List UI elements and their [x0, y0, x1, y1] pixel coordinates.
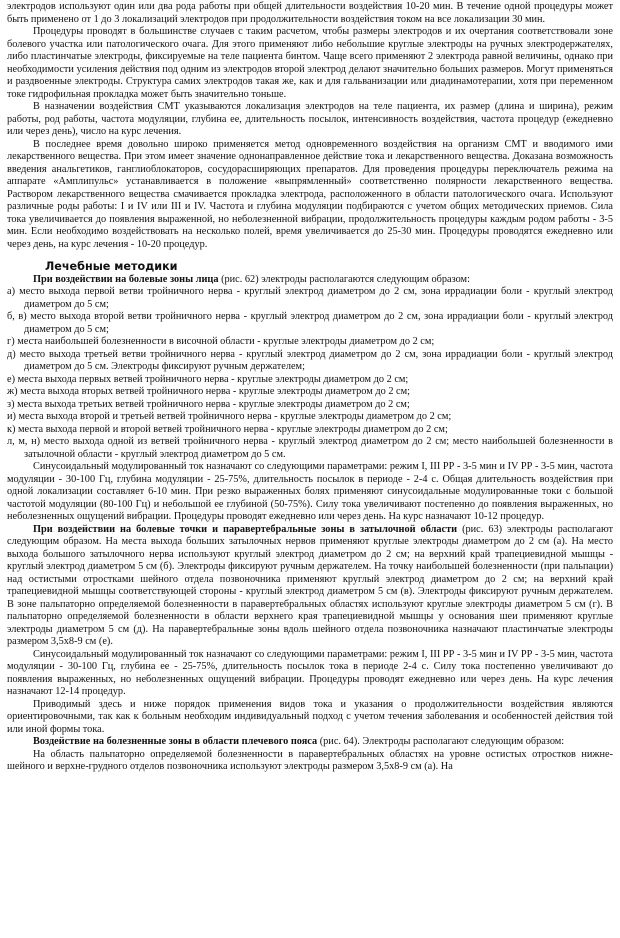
list-item-text: места выхода третьих ветвей тройничного нерва - круглые электроды диаметром до 2 см; — [17, 398, 410, 410]
list-item-text: места выхода первой и второй ветвей тройничного нерва - круглые электроды диаметром до 2 см; — [18, 423, 448, 435]
list-item — [7, 286, 613, 311]
paragraph-occipital-parameters: Синусоидальный модулированный ток назначают со следующими параметрами: режим I, III РР - 3-5 мин и IV РР - 3-5 мин, частота модуляции - 30-100 Гц, глубина ее - 25-75%, длительность посылок тока в периоде 2-4 с. Силу тока постепенно увеличивают до появления выраженных, но неболезненных ощущений вибрации. Процедуры проводят ежедневно или через день. На курс лечения назначают 12-14 процедур. — [7, 648, 613, 698]
paragraph-electrophoresis: В последнее время довольно широко применяется метод одновременного воздействия на организм СМТ и вводимого ими лекарственного вещества. При этом имеет значение однонаправленное действие тока и лекарственного вещества. Доказана возможность введения анальгетиков, ганглиоблокаторов, сосудорасширяющих препаратов. Для проведения процедуры переключатель режима на аппарате «Амплипульс» устанавливается в положение «выпрямленный» соответственно полярности лекарственного вещества. Раствором лекарственного вещества смачивается прокладка электрода, расположенного в области патологического очага. Используют различные роды работы: I и IV или III и IV. Частота и глубина модуляции подбираются с учетом общих методических приемов. Сила тока увеличивается до появления выраженной, но неболезненной вибрации, продолжительность процедуры каждым родом работы - 3-5 мин. Если необходимо воздействовать на несколько полей, время увеличивается до 25-30 мин. Процедуры проводятся ежедневно или через день, на курс лечения - 10-20 процедур. — [7, 138, 613, 250]
paragraph-face-intro — [7, 274, 613, 287]
list-item — [7, 424, 613, 437]
list-item-label: г) — [7, 336, 18, 348]
list-item — [7, 436, 613, 461]
list-item — [7, 386, 613, 399]
paragraph-prescription: В назначении воздействия СМТ указываются локализация электродов на теле пациента, их размер (длина и ширина), режим работы, род работы, частота модуляции, глубина ее, длительность посылок, интенсивность воздействия, частота процедур (ежедневно или через день), число на курс лечения. — [7, 101, 613, 137]
shoulder-intro-rest: (рис. 64). Электроды располагают следующим образом: — [317, 736, 565, 748]
list-item-text: место выхода третьей ветви тройничного нерва - круглый электрод диаметром до 2 см, зона иррадиации боли - круглый электрод диаметром до 5 см. Электроды фиксируют ручным держателем; — [19, 348, 613, 373]
shoulder-intro-bold: Воздействие на болезненные зоны в области плечевого пояса — [33, 736, 318, 748]
face-intro-bold: При воздействии на болевые зоны лица — [33, 273, 219, 285]
list-item — [7, 411, 613, 424]
list-item-text: место выхода второй ветви тройничного нерва - круглый электрод диаметром до 2 см, зона иррадиации боли - круглый электрод диаметром до 5 см; — [24, 311, 613, 335]
list-item-label: и) — [7, 411, 19, 423]
list-item-label: б, в) — [7, 311, 31, 323]
list-item-text: места выхода вторых ветвей тройничного нерва - круглые электроды диаметром до 2 см; — [20, 386, 410, 398]
list-item-label: е) — [7, 373, 18, 385]
paragraph-face-parameters: Синусоидальный модулированный ток назначают со следующими параметрами: режим I, III РР - 3-5 мин и IV РР - 3-5 мин, частота модуляции - 30-100 Гц, глубина модуляции - 25-75%, длительность посылок в периоде - 2-4 с. Общая длительность воздействия при одной локализации составляет 6-10 мин. При резко выраженных болях применяют синусоидальные модулированные токи с большой частотой модуляции (80-100 Гц) и небольшой ее глубиной (50-75%). Силу тока увеличивают постепенно до появления выраженных, но неболезненных ощущений вибрации. Процедуры проводят ежедневно или через день. На курс назначают 10-12 процедур. — [7, 461, 613, 523]
paragraph-electrode-size: Процедуры проводят в большинстве случаев с таким расчетом, чтобы размеры электродов и их очертания соответствовали зоне болевого участка или патологического очага. Для этого применяют либо небольшие круглые электроды на ручных электродержателях, либо пластинчатые электроды, фиксируемые на теле пациента бинтом. Чаще всего применяют 2 электрода равной величины, однако при необходимости усиления действия под одним из электродов второй электрод делают значительно больших размеров. Могут применяться и раздвоенные электроды. Структура самих электродов такая же, как и для гальванизации или диадинамотерапии, хотя при переменном токе гидрофильная прокладка может быть значительно тоньше. — [7, 26, 613, 100]
list-item-label: д) — [7, 348, 20, 360]
list-item — [7, 336, 613, 349]
section-heading: Лечебные методики — [45, 260, 178, 273]
list-item-text: места выхода второй и третьей ветвей тройничного нерва - круглые электроды диаметром до 2 см; — [18, 411, 452, 423]
list-item — [7, 311, 613, 336]
list-item-text: место выхода одной из ветвей тройничного нерва - круглый электрод диаметром до 2 см; место наибольшей болезненности в затылочной области - круглый электрод диаметром до 5 см. — [24, 436, 613, 460]
occipital-rest: (рис. 63) электроды располагают следующим образом. На места выхода больших затылочных нервов применяют круглые электроды диаметром до 2 см (а). На место выхода большого затылочного нерва используют круглый электрод диаметром до 2 см; на верхний край трапециевидной мышцы - круглый электрод диаметром 5 см (б). Электроды фиксируют ручным держателем. На точку наибольшей болезненности (при пальпации) над остистыми отростками шейного отдела позвоночника применяют круглый электрод диаметром до 2 см; на верхний край трапециевидной мышцы соответствующей стороны - круглый электрод диаметром 5 см (в). Электроды фиксируют ручным держателем. В зоне пальпаторно определяемой болезненности в паравертебральных областях используют круглые электроды диаметром 5 см (г). В пальпаторно определяемой болезненности в области верхнего края трапециевидной мышцы у основания шеи применяют круглые электроды диаметром 5 см (д). На паравертебральные зоны вдоль шейного отдела позвоночника назначают пластинчатые электроды размером 3,5х8-9 см (е). — [7, 523, 613, 648]
list-item-label: ж) — [7, 386, 21, 398]
list-item — [7, 349, 613, 374]
face-electrode-list — [7, 286, 613, 461]
list-item-text: места наибольшей болезненности в височной области - круглые электроды диаметром до 2 см; — [17, 336, 435, 348]
list-item — [7, 399, 613, 412]
paragraph-shoulder: На область пальпаторно определяемой болезненности в паравертебральных областях на уровне остистых отростков нижне-шейного и верхне-грудного отделов позвоночника используют электроды размером 3,5х8-9 см (а). На — [7, 748, 613, 773]
face-intro-rest: (рис. 62) электроды располагаются следующим образом: — [218, 273, 470, 285]
paragraph-occipital — [7, 524, 613, 649]
paragraph-note: Приводимый здесь и ниже порядок применения видов тока и указания о продолжительности воздействия являются ориентировочными, так как к больным необходим индивидуальный подход с учетом течения заболевания и особенностей действия той или иной формы тока. — [7, 698, 613, 735]
list-item — [7, 374, 613, 387]
list-item-label: а) — [7, 286, 20, 298]
occipital-bold: При воздействии на болевые точки и паравертебральные зоны в затылочной области — [33, 523, 458, 535]
document-page — [7, 0, 613, 774]
paragraph-shoulder-intro — [7, 736, 613, 749]
list-item-text: места выхода первых ветвей тройничного нерва - круглые электроды диаметром до 2 см; — [17, 373, 409, 385]
paragraph-continuation: электродов используют один или два рода работы при общей длительности воздействия 10-20 мин. В течение одной процедуры может быть применено от 1 до 3 локализаций электродов при продолжительности воздействия током на все локализации 30 мин. — [7, 1, 613, 25]
list-item-text: место выхода первой ветви тройничного нерва - круглый электрод диаметром до 2 см, зона иррадиации боли - круглый электрод диаметром до 5 см; — [19, 286, 613, 310]
list-item-label: л, м, н) — [7, 436, 44, 448]
list-item-label: к) — [7, 423, 19, 435]
list-item-label: з) — [7, 398, 18, 410]
